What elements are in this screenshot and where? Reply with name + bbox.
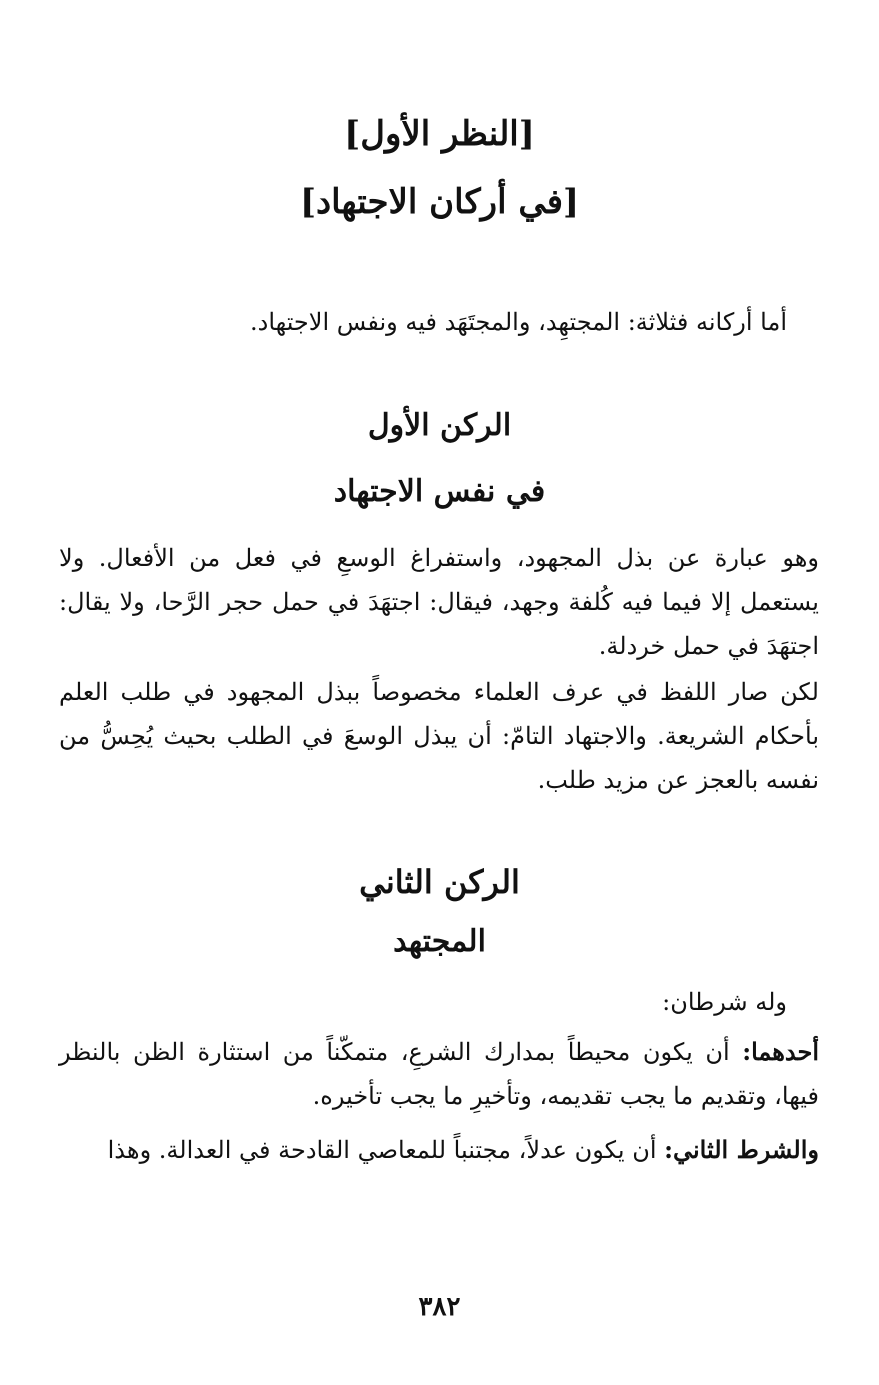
condition-1-text: أن يكون محيطاً بمدارك الشرعِ، متمكّناً من استثارة الظن بالنظر فيها، وتقديم ما يجب تقديمه، وتأخيرِ ما يجب تأخيره. <box>59 1038 819 1110</box>
intro-paragraph: أما أركانه فثلاثة: المجتهِد، والمجتَهَد فيه ونفس الاجتهاد. <box>250 308 787 336</box>
conditions-intro: وله شرطان: <box>662 988 787 1016</box>
pillar-1-paragraph-1: وهو عبارة عن بذل المجهود، واستفراغ الوسعِ في فعل من الأفعال. ولا يستعمل إلا فيما فيه كُلفة وجهد، فيقال: اجتهَدَ في حمل حجر الرَّحا، ولا يقال: اجتهَدَ في حمل خردلة. <box>59 544 820 660</box>
pillar-1-subtitle: في نفس الاجتهاد <box>333 474 546 509</box>
condition-2-paragraph <box>59 1128 819 1172</box>
condition-1-paragraph <box>59 1030 819 1118</box>
pillar-2-title: الركن الثاني <box>359 863 520 901</box>
condition-2-label: والشرط الثاني: <box>664 1135 819 1164</box>
pillar-1-paragraph-2: لكن صار اللفظ في عرف العلماء مخصوصاً ببذل المجهود في طلب العلم بأحكام الشريعة. والاجتهاد التامّ: أن يبذل الوسعَ في الطلب بحيث يُحِسُّ من نفسه بالعجز عن مزيد طلب. <box>59 678 819 794</box>
page-number: ٣٨٢ <box>418 1292 461 1322</box>
section-subtitle: [في أركان الاجتهاد] <box>299 182 580 222</box>
condition-2-text: أن يكون عدلاً، مجتنباً للمعاصي القادحة في العدالة. وهذا <box>107 1136 665 1164</box>
section-title: [النظر الأول] <box>344 114 535 154</box>
pillar-2-subtitle: المجتهد <box>393 924 486 959</box>
pillar-1-title: الركن الأول <box>367 408 512 443</box>
condition-1-label: أحدهما: <box>742 1037 820 1066</box>
